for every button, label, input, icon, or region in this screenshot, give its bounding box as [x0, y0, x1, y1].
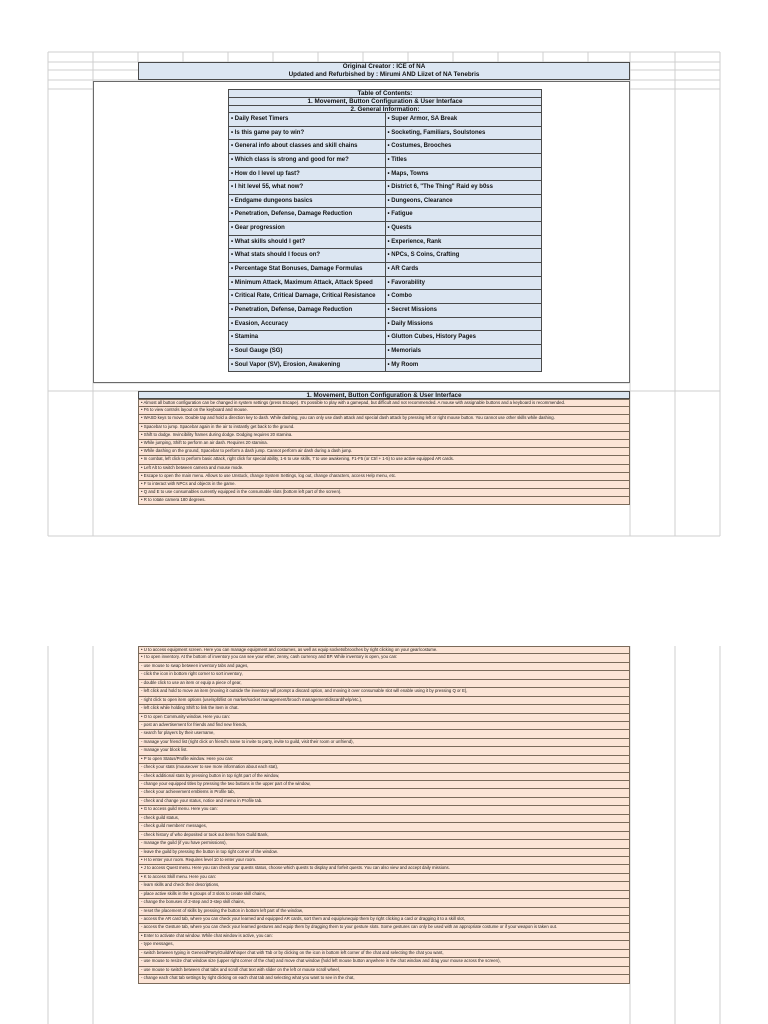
toc-row [228, 345, 542, 359]
toc-row [228, 277, 542, 291]
toc-entry-link[interactable]: • Socketing, Familiars, Soulstones [386, 127, 543, 141]
toc-entry-link[interactable]: • District 6, "The Thing" Raid ey b0ss [386, 181, 543, 195]
toc-entry-link[interactable]: • Soul Vapor (SV), Erosion, Awakening [228, 359, 386, 373]
guide-row: • WASD keys to move. Double tap and hold a direction key to dash. While dashing, you can only use dash attack and special dash attack by pressing left or right mouse button. You cannot use other skills while dashing. [138, 415, 630, 423]
toc-row [228, 154, 542, 168]
guide-row: - use mouse to switch between chat tabs and scroll chat text with slider on the left or mouse scroll wheel, [138, 967, 630, 975]
guide-row: - check history of who deposited or took out items from Guild Bank, [138, 832, 630, 840]
guide-row: • While dashing on the ground, Spacebar to perform a dash jump. Cannot perform air dash during a dash jump. [138, 448, 630, 456]
toc-entry-link[interactable]: • Gear progression [228, 222, 386, 236]
toc-entry-link[interactable]: • Penetration, Defense, Damage Reduction [228, 304, 386, 318]
toc-entry-link[interactable]: • NPCs, S Coins, Crafting [386, 249, 543, 263]
toc-entry-link[interactable]: • Daily Reset Timers [228, 113, 386, 127]
guide-row: - post an advertisement for friends and find new friends, [138, 722, 630, 730]
guide-row: - access the Gesture tab, where you can check your learned gestures and equip them by dragging them to your gesture slots. Some gestures can only be used with an appropriate costume or if your weapon is taken out. [138, 924, 630, 932]
guide-row: - place active skills in the 6 groups of 3 slots to create skill chains, [138, 891, 630, 899]
guide-row: • R to rotate camera 180 degrees. [138, 497, 630, 505]
toc-row [228, 236, 542, 250]
guide-row: • H to enter your room. Requires level 10 to enter your room. [138, 857, 630, 865]
guide-row: - right click to open item options (use/split/list on market/socket management/brooch management/discard/help/etc.), [138, 697, 630, 705]
guide-row: - manage the guild (if you have permissions), [138, 840, 630, 848]
table-of-contents [228, 89, 542, 372]
guide-row: - leave the guild by pressing the button in top right corner of the window. [138, 849, 630, 857]
guide-row: • F6 to view controls layout on the keyboard and mouse. [138, 407, 630, 415]
toc-row [228, 222, 542, 236]
guide-row: - access the AR card tab, where you can check your learned and equipped AR cards, sort them and equip/unequip them by right clicking a card or dragging it to a skill slot, [138, 916, 630, 924]
toc-entry-link[interactable]: • Combo [386, 290, 543, 304]
toc-entry-link[interactable]: • What stats should I focus on? [228, 249, 386, 263]
guide-row: - check guild members' messages, [138, 823, 630, 831]
guide-row: - learn skills and check their descriptions, [138, 882, 630, 890]
toc-entry-link[interactable]: • Quests [386, 222, 543, 236]
guide-row: • F to interact with NPCs and objects in the game. [138, 481, 630, 489]
guide-row: • Spacebar to jump. Spacebar again in the air to instantly get back to the ground. [138, 424, 630, 432]
toc-entry-link[interactable]: • Which class is strong and good for me? [228, 154, 386, 168]
guide-row: - check and change your status, notice and memo in Profile tab. [138, 798, 630, 806]
toc-entry-link[interactable]: • Super Armor, SA Break [386, 113, 543, 127]
guide-row: • Q and E to use consumables currently equipped in the consumable slots (bottom left part of the screen). [138, 489, 630, 497]
guide-row: - change the bonuses of 2-step and 3-step skill chains, [138, 899, 630, 907]
guide-row: - search for players by their username, [138, 730, 630, 738]
toc-entry-link[interactable]: • Experience, Rank [386, 236, 543, 250]
updated-by: Updated and Refurbished by : Mirumi AND Liizet of NA Tenebris [288, 71, 480, 78]
guide-row: - left click while holding Shift to link the item in chat. [138, 705, 630, 713]
guide-row: - check guild status, [138, 815, 630, 823]
toc-entry-link[interactable]: • Memorials [386, 345, 543, 359]
toc-row [228, 168, 542, 182]
toc-entry-link[interactable]: • Secret Missions [386, 304, 543, 318]
guide-row: - check additional stats by pressing button in top right part of the window, [138, 773, 630, 781]
guide-row: - switch between typing in General/Party/Guild/Whisper chat with Tab or by clicking on the icon in bottom left corner of the chat and selecting the chat you want, [138, 950, 630, 958]
section-1-rows [138, 399, 630, 505]
toc-rows [228, 113, 542, 372]
toc-entry-link[interactable]: • AR Cards [386, 263, 543, 277]
guide-row: • Escape to open the main menu. Allows to use Unstuck, change System Settings, log out, change characters, access Help menu, etc. [138, 473, 630, 481]
toc-entry-link[interactable]: • Dungeons, Clearance [386, 195, 543, 209]
toc-entry-link[interactable]: • Critical Rate, Critical Damage, Critical Resistance [228, 290, 386, 304]
toc-section-2: 2. General Information: [228, 105, 542, 113]
guide-row: • U to access equipment screen. Here you can manage equipment and costumes, as well as equip sockets/brooches by right clicking on your gear/costume. [138, 646, 630, 654]
credits-header [138, 62, 630, 80]
toc-row [228, 359, 542, 373]
guide-row: - use mouse to swap between inventory tabs and pages, [138, 663, 630, 671]
toc-entry-link[interactable]: • Maps, Towns [386, 168, 543, 182]
toc-row [228, 127, 542, 141]
toc-row [228, 195, 542, 209]
toc-entry-link[interactable]: • My Room [386, 359, 543, 373]
guide-row: - type messages, [138, 941, 630, 949]
spreadsheet-page-2 [0, 628, 768, 1024]
guide-row: - left click and hold to move an item (moving it outside the inventory will prompt a discard option, and moving it over consumable slot will enable using it by pressing Q or E), [138, 688, 630, 696]
toc-entry-link[interactable]: • General info about classes and skill chains [228, 140, 386, 154]
toc-entry-link[interactable]: • Fatigue [386, 208, 543, 222]
toc-row [228, 208, 542, 222]
toc-row [228, 181, 542, 195]
toc-entry-link[interactable]: • Minimum Attack, Maximum Attack, Attack Speed [228, 277, 386, 291]
guide-row: - check your stats (mouseover to see more information about each stat), [138, 764, 630, 772]
guide-row: - manage your block list. [138, 747, 630, 755]
guide-row: - reset the placement of skills by pressing the button in bottom left part of the window, [138, 908, 630, 916]
guide-row: • K to access Skill menu. Here you can: [138, 874, 630, 882]
toc-entry-link[interactable]: • Stamina [228, 331, 386, 345]
guide-row: • I to open inventory. At the bottom of inventory you can see your ether, zenny, cash currency and BP. While inventory is open, you can: [138, 654, 630, 662]
toc-entry-link[interactable]: • Daily Missions [386, 318, 543, 332]
toc-row [228, 140, 542, 154]
toc-title: Table of Contents: [228, 89, 542, 97]
toc-entry-link[interactable]: • Glutton Cubes, History Pages [386, 331, 543, 345]
guide-row: • In combat, left click to perform basic attack, right click for special ability, 1-6 to use skills, 7 to use awakening, F1-F5 (or Ctrl + 1-5) to use active equipped AR cards. [138, 456, 630, 464]
guide-row: - check your achievement emblems in Profile tab, [138, 789, 630, 797]
original-creator: Original Creator : ICE of NA [342, 63, 426, 70]
toc-entry-link[interactable]: • How do I level up fast? [228, 168, 386, 182]
toc-entry-link[interactable]: • Titles [386, 154, 543, 168]
toc-row [228, 304, 542, 318]
toc-row [228, 290, 542, 304]
guide-row: - use mouse to resize chat window size (upper right corner of the chat) and move chat window (hold left mouse button anywhere in the chat window and drag your mouse across the screen), [138, 958, 630, 966]
guide-row: - double click to use an item or equip a piece of gear, [138, 680, 630, 688]
guide-row: • Almost all button configuration can be changed in system settings (press Escape). It's possible to play with a gamepad, but difficult and not recommended. A mouse with assignable buttons and a keyboard is recommended. [138, 399, 630, 407]
toc-row [228, 331, 542, 345]
toc-entry-link[interactable]: • Evasion, Accuracy [228, 318, 386, 332]
guide-row: • O to open Community window. Here you can: [138, 714, 630, 722]
guide-row: • Shift to dodge. Invincibility frames during dodge. Dodging requires 20 stamina. [138, 432, 630, 440]
section-1-title: 1. Movement, Button Configuration & User Interface [138, 391, 630, 399]
section-1-continued-rows [138, 646, 630, 984]
toc-row [228, 263, 542, 277]
toc-entry-link[interactable]: • Penetration, Defense, Damage Reduction [228, 208, 386, 222]
toc-entry-link[interactable]: • Costumes, Brooches [386, 140, 543, 154]
guide-row: - change your equipped titles by pressing the two buttons in the upper part of the window, [138, 781, 630, 789]
guide-row: • J to access Quest menu. Here you can check your quests status, choose which quests to display and forfeit quests. You can also view and accept daily missions. [138, 865, 630, 873]
toc-entry-link[interactable]: • I hit level 55, what now? [228, 181, 386, 195]
toc-row [228, 318, 542, 332]
toc-entry-link[interactable]: • Is this game pay to win? [228, 127, 386, 141]
guide-row: • While jumping, Shift to perform an air dash. Requires 20 stamina. [138, 440, 630, 448]
guide-row: • P to open Status/Profile window. Here you can: [138, 756, 630, 764]
guide-row: • Left Alt to switch between camera and mouse mode. [138, 465, 630, 473]
toc-row [228, 249, 542, 263]
guide-row: • Enter to activate chat window. While chat window is active, you can: [138, 933, 630, 941]
toc-row [228, 113, 542, 127]
toc-entry-link[interactable]: • Favorability [386, 277, 543, 291]
toc-entry-link[interactable]: • What skills should I get? [228, 236, 386, 250]
toc-entry-link[interactable]: • Endgame dungeons basics [228, 195, 386, 209]
toc-section-1: 1. Movement, Button Configuration & User Interface [228, 97, 542, 105]
guide-row: - click the icon in bottom right corner to sort inventory, [138, 671, 630, 679]
toc-entry-link[interactable]: • Soul Gauge (SG) [228, 345, 386, 359]
toc-entry-link[interactable]: • Percentage Stat Bonuses, Damage Formulas [228, 263, 386, 277]
guide-row: - manage your friend list (right click on friend's name to invite to party, invite to guild, visit their room or unfriend), [138, 739, 630, 747]
guide-row: • G to access guild menu. Here you can: [138, 806, 630, 814]
guide-row: - change each chat tab settings by right clicking on each chat tab and selecting what you want to see in the chat, [138, 975, 630, 983]
